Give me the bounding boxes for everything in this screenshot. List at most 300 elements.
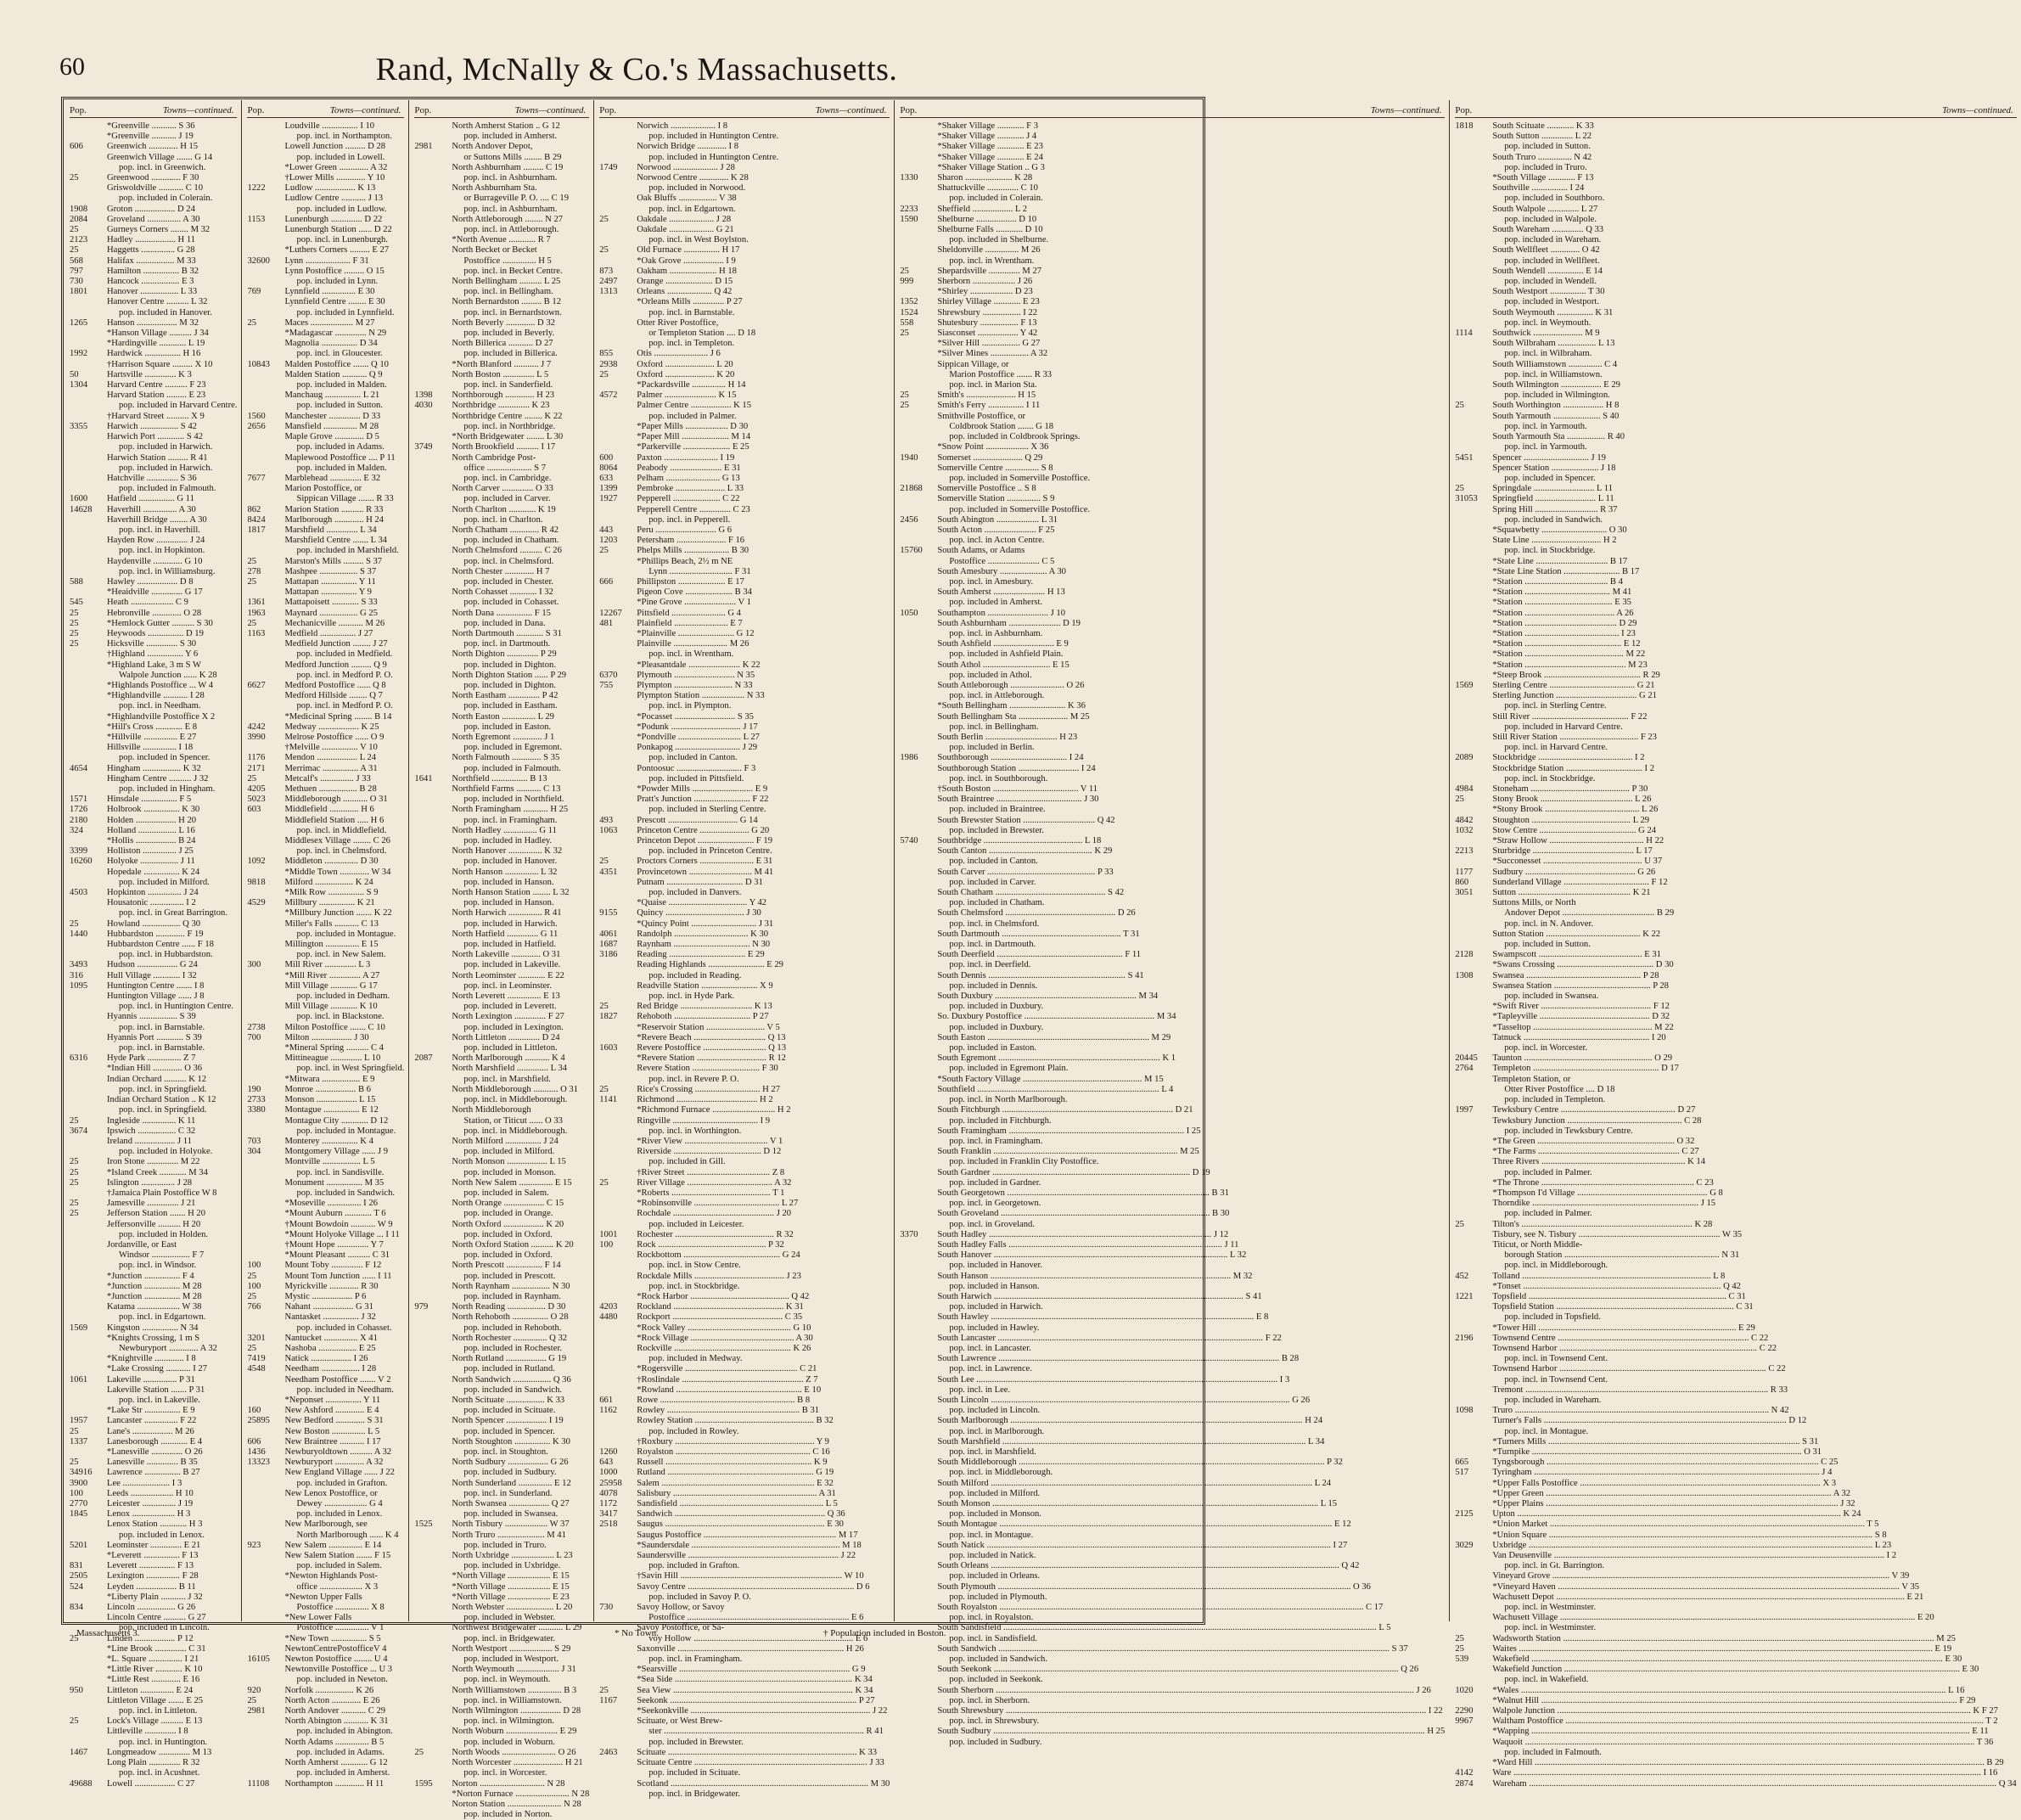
- list-item: [247, 1375, 404, 1385]
- population-value: 25: [247, 556, 257, 566]
- list-item: [414, 1541, 589, 1551]
- list-item: [70, 401, 237, 411]
- population-value: [599, 991, 637, 1002]
- population-value: [414, 1758, 452, 1768]
- population-value: [414, 484, 452, 494]
- town-entry: Tewksbury Junction ................................................... C 28: [1492, 1115, 1702, 1126]
- list-item: [70, 463, 237, 474]
- list-item: [414, 898, 589, 908]
- list-item: [414, 671, 589, 681]
- population-value: [70, 453, 107, 463]
- population-note: pop. incl. in New Salem.: [296, 950, 386, 960]
- list-item: [247, 1541, 404, 1551]
- list-item: [70, 380, 237, 390]
- population-value: [900, 888, 937, 898]
- population-value: 1398: [414, 390, 433, 401]
- town-entry: *North Village ................... E 23: [452, 1592, 570, 1602]
- town-entry: *Tasseltop ..................................................... M 22: [1492, 1022, 1674, 1032]
- population-note: pop. incl. in Ashburnham.: [949, 628, 1043, 638]
- population-value: [414, 1261, 452, 1271]
- list-item: [1455, 308, 2016, 318]
- population-note: pop. incl. in Barnstable.: [119, 1043, 205, 1053]
- town-entry: *Millbury Junction ....... K 22: [284, 908, 392, 918]
- town-entry: South Milford ............................................................................................................................................... L 24: [937, 1478, 1332, 1488]
- population-value: 7419: [247, 1354, 266, 1364]
- town-entry: Islington ............... J 28: [107, 1177, 193, 1188]
- town-entry: North Truro ..................... M 41: [452, 1530, 566, 1540]
- population-note: pop. included in Hanover.: [119, 307, 212, 317]
- list-item: [70, 173, 237, 183]
- population-note: pop. included in Carver.: [949, 877, 1036, 887]
- population-value: [247, 816, 284, 826]
- town-entry: *Pocasset ........................... S 35: [637, 711, 754, 722]
- list-item: [247, 557, 404, 567]
- population-value: [1455, 1354, 1492, 1364]
- population-note: pop. incl. in Yarmouth.: [1504, 421, 1587, 431]
- population-value: [414, 1696, 452, 1706]
- population-value: [247, 1758, 284, 1768]
- population-value: [599, 339, 637, 349]
- list-item: [247, 1499, 404, 1509]
- column-header: [1455, 104, 2016, 118]
- town-entry: Norfolk ................. K 26: [284, 1685, 374, 1695]
- list-item: [599, 1768, 890, 1778]
- list-item: [70, 1499, 237, 1509]
- list-item: [900, 1489, 1445, 1499]
- list-item: [599, 733, 890, 743]
- list-item: [1455, 1406, 2016, 1416]
- town-entry: South Easton ........................................................................ M 29: [937, 1032, 1171, 1042]
- population-value: [599, 432, 637, 442]
- population-note: Newburyport ............. A 32: [119, 1343, 217, 1353]
- list-item: [247, 515, 404, 525]
- population-note: pop. incl. in Littleton.: [119, 1706, 198, 1716]
- list-item: [247, 991, 404, 1002]
- town-entry: Nahant .................. G 31: [284, 1302, 373, 1312]
- population-value: [414, 660, 452, 671]
- list-item: [900, 205, 1445, 215]
- population-value: [1455, 1250, 1492, 1261]
- list-item: [1455, 1654, 2016, 1665]
- population-value: [599, 1354, 637, 1364]
- population-value: [1455, 660, 1492, 671]
- population-value: 100: [247, 1281, 261, 1291]
- town-entry: North Bernardston ......... B 12: [452, 297, 561, 307]
- population-value: 1330: [900, 173, 918, 183]
- population-note: pop. incl. in Stockbridge.: [648, 1281, 740, 1291]
- town-entry: Sharon ..................... K 28: [937, 173, 1033, 183]
- population-value: [414, 1168, 452, 1178]
- population-note: pop. included in Dana.: [463, 618, 546, 628]
- list-item: [1455, 567, 2016, 577]
- town-entry: Sudbury ................................................. G 26: [1492, 867, 1656, 877]
- population-value: [599, 764, 637, 774]
- population-value: 1818: [1455, 121, 1474, 131]
- list-item: [414, 805, 589, 815]
- population-value: [70, 1768, 107, 1778]
- town-entry: Shirley Village ............ E 23: [937, 297, 1040, 307]
- list-item: [599, 422, 890, 432]
- list-item: [247, 826, 404, 836]
- town-entry: *Lower Green ............. A 32: [284, 162, 388, 172]
- list-item: [599, 878, 890, 888]
- population-note: Windsor ................. F 7: [119, 1250, 205, 1261]
- list-item: [70, 256, 237, 267]
- list-item: [414, 1312, 589, 1323]
- list-item: [599, 1282, 890, 1292]
- population-value: 1222: [247, 183, 266, 194]
- list-item: [1455, 1582, 2016, 1592]
- town-entry: Sandwich ................................................................... Q 36: [637, 1509, 845, 1519]
- list-item: [900, 919, 1445, 930]
- town-entry: Lowell Junction ......... D 28: [284, 142, 386, 152]
- population-value: [900, 1292, 937, 1302]
- list-item: [247, 1592, 404, 1603]
- population-note: pop. incl. in Bridgewater.: [463, 1633, 556, 1643]
- town-entry: Longmeadow .............. M 13: [107, 1747, 212, 1757]
- population-value: [1455, 1137, 1492, 1147]
- town-entry: Maynard ................. G 25: [284, 608, 378, 618]
- town-entry: Marion Postoffice, or: [284, 484, 362, 494]
- population-value: 1020: [1455, 1685, 1474, 1695]
- list-item: [414, 1789, 589, 1800]
- population-value: [70, 1364, 107, 1374]
- town-entry: Hinsdale ................ F 5: [107, 795, 192, 805]
- population-value: [900, 1396, 937, 1406]
- population-value: [247, 1220, 284, 1230]
- population-value: [1455, 960, 1492, 970]
- list-item: [414, 132, 589, 142]
- population-value: [1455, 712, 1492, 722]
- population-value: [900, 816, 937, 826]
- list-item: [414, 474, 589, 484]
- town-entry: Salisbury ................................................................ A 31: [637, 1488, 836, 1498]
- population-value: [900, 235, 937, 245]
- list-item: [247, 215, 404, 225]
- population-value: [900, 536, 937, 546]
- list-item: [599, 1447, 890, 1458]
- town-entry: Indian Orchard .......... K 12: [107, 1074, 207, 1084]
- population-value: [900, 1571, 937, 1581]
- town-entry: South Dartmouth ..................................................... T 31: [937, 929, 1140, 939]
- population-note: pop. incl. in Stockbridge.: [1504, 546, 1596, 556]
- list-item: [1455, 1613, 2016, 1623]
- population-value: [1455, 1416, 1492, 1426]
- population-value: [1455, 1396, 1492, 1406]
- town-entry: *Mount Auburn ............ T 6: [284, 1209, 386, 1219]
- list-item: [599, 370, 890, 380]
- population-value: [599, 557, 637, 567]
- population-note: pop. included in Sutton.: [1504, 142, 1591, 152]
- population-value: [599, 1272, 637, 1282]
- list-item: [900, 142, 1445, 152]
- population-note: pop. included in Milford.: [949, 1488, 1041, 1498]
- town-entry: Natick .................. I 26: [284, 1354, 368, 1364]
- list-item: [247, 1012, 404, 1022]
- population-value: [599, 1613, 637, 1623]
- population-note: pop. incl. in Middleborough.: [463, 1126, 568, 1136]
- list-item: [599, 1779, 890, 1789]
- list-item: [1455, 1592, 2016, 1603]
- population-value: [900, 339, 937, 349]
- population-value: [414, 132, 452, 142]
- population-note: pop. included in Harwich.: [949, 1302, 1043, 1312]
- population-value: [1455, 1364, 1492, 1374]
- list-item: [414, 1240, 589, 1250]
- town-entry: South Sherborn .......................................................................................................................................................................................... J 26: [937, 1685, 1431, 1695]
- population-note: pop. included in Huntington Centre.: [648, 132, 779, 142]
- town-entry: North Monson .................. L 15: [452, 1157, 566, 1167]
- population-value: [1455, 1603, 1492, 1613]
- population-value: [900, 1468, 937, 1478]
- town-entry: North Rehoboth ................ O 28: [452, 1312, 569, 1323]
- population-note: pop. included in Harwich.: [119, 442, 213, 452]
- list-item: [1455, 1043, 2016, 1053]
- population-note: pop. incl. in Lunenburgh.: [296, 235, 388, 245]
- population-value: [900, 1033, 937, 1043]
- town-entry: Stoughton ............................................ L 29: [1492, 815, 1650, 825]
- list-item: [247, 318, 404, 329]
- town-entry: South Chatham ................................................. S 42: [937, 888, 1125, 898]
- town-entry: North Rochester ............... Q 32: [452, 1333, 568, 1343]
- list-item: [1455, 878, 2016, 888]
- list-item: [414, 267, 589, 277]
- town-entry: South Hanson ........................................................................................................... M 32: [937, 1271, 1253, 1281]
- town-entry: North Raynham ................. N 30: [452, 1281, 570, 1291]
- list-item: [599, 1519, 890, 1530]
- population-note: pop. included in Reading.: [648, 970, 742, 980]
- town-entry: Topsfield Station ............................................................................... C 31: [1492, 1302, 1754, 1312]
- list-item: [1455, 1623, 2016, 1633]
- town-entry: North Adams ............... B 5: [284, 1737, 385, 1747]
- list-item: [900, 1603, 1445, 1613]
- list-item: [70, 1220, 237, 1230]
- list-item: [1455, 349, 2016, 359]
- population-value: [70, 898, 107, 908]
- population-value: [1455, 1427, 1492, 1437]
- population-value: [1455, 536, 1492, 546]
- town-entry: Manchester .............. D 33: [284, 411, 381, 421]
- town-entry: Mill Village ............ K 10: [284, 1002, 378, 1012]
- town-entry: Littleton Village ....... E 25: [107, 1695, 204, 1705]
- list-item: [70, 878, 237, 888]
- town-entry: South Montague .................................................................................................................................................... E 12: [937, 1519, 1351, 1530]
- list-item: [70, 587, 237, 598]
- list-item: [70, 1406, 237, 1416]
- population-value: [1455, 318, 1492, 329]
- list-item: [70, 194, 237, 204]
- list-item: [900, 1230, 1445, 1240]
- list-item: [247, 1240, 404, 1250]
- town-entry: South Chelmsford ................................................. D 26: [937, 908, 1136, 918]
- town-entry: Tolland .................................................................................... L 8: [1492, 1271, 1726, 1281]
- town-entry: North Harwich ............... R 41: [452, 908, 562, 918]
- population-note: pop. included in Chatham.: [463, 536, 559, 546]
- list-item: [247, 1509, 404, 1519]
- population-note: pop. incl. in Greenwich.: [119, 162, 206, 172]
- town-entry: Wareham ................................................................................................................................................................................................................ Q 34: [1492, 1778, 2017, 1789]
- list-item: [414, 1665, 589, 1675]
- list-item: [247, 888, 404, 898]
- population-note: pop. incl. in Hyde Park.: [648, 991, 735, 1002]
- town-entry: Hebronville ............. O 28: [107, 608, 202, 618]
- population-note: pop. included in Savoy P. O.: [648, 1592, 751, 1602]
- population-value: [70, 671, 107, 681]
- population-value: [1455, 1168, 1492, 1178]
- list-item: [1455, 1364, 2016, 1374]
- population-value: [599, 795, 637, 805]
- list-item: [599, 1323, 890, 1334]
- list-item: [70, 442, 237, 452]
- population-value: 2125: [1455, 1509, 1474, 1519]
- population-note: pop. included in Coldbrook Springs.: [949, 432, 1081, 442]
- list-item: [247, 349, 404, 359]
- population-value: [70, 1292, 107, 1302]
- population-value: [414, 1531, 452, 1541]
- population-note: pop. incl. in Hubbardston.: [119, 950, 213, 960]
- population-value: [1455, 1085, 1492, 1095]
- town-entry: *Station ........................................... E 12: [1492, 639, 1641, 649]
- population-note: pop. included in Holden.: [119, 1229, 209, 1239]
- population-note: pop. included in Shelburne.: [949, 235, 1049, 245]
- population-value: 100: [599, 1239, 614, 1250]
- town-entry: South Carver ................................................ P 33: [937, 867, 1114, 877]
- town-entry: South Worthington .................. H 8: [1492, 401, 1620, 411]
- list-item: [1455, 1188, 2016, 1199]
- population-value: [1455, 360, 1492, 370]
- population-value: [1455, 308, 1492, 318]
- population-note: pop. incl. in Ashburnham.: [463, 173, 558, 183]
- town-entry: Spring Hill ............................ R 37: [1492, 504, 1618, 514]
- list-item: [599, 442, 890, 452]
- town-entry: *Wapping ................................................................................................................................................................................................... E 11: [1492, 1727, 1989, 1737]
- town-entry: Shrewsbury ................. I 22: [937, 307, 1038, 317]
- list-item: [1455, 287, 2016, 297]
- population-value: [900, 784, 937, 795]
- list-item: [900, 505, 1445, 515]
- list-item: [70, 1779, 237, 1789]
- list-item: [414, 908, 589, 918]
- list-item: [247, 422, 404, 432]
- population-note: pop. included in Westport.: [463, 1654, 559, 1665]
- list-item: [599, 1230, 890, 1240]
- town-entry: Mashpee ................. S 37: [284, 566, 377, 576]
- list-item: [247, 256, 404, 267]
- town-entry: *Shaker Village ............ E 23: [937, 142, 1043, 152]
- population-value: [247, 981, 284, 991]
- list-item: [70, 1209, 237, 1219]
- population-value: [414, 1489, 452, 1499]
- town-entry: Lunenburgh .............. D 22: [284, 214, 383, 224]
- list-item: [414, 1644, 589, 1654]
- population-value: [900, 764, 937, 774]
- town-entry: State Line ............................... H 2: [1492, 536, 1617, 546]
- population-value: [1455, 1592, 1492, 1603]
- town-entry: Southwick ...................... M 9: [1492, 329, 1600, 339]
- population-note: pop. included in Grafton.: [648, 1561, 740, 1571]
- list-item: [900, 121, 1445, 132]
- population-value: [900, 878, 937, 888]
- town-entry: Plainfield ........................ E 7: [637, 618, 743, 628]
- list-item: [599, 960, 890, 970]
- population-value: [1455, 1758, 1492, 1768]
- list-item: [70, 339, 237, 349]
- population-note: pop. included in Sutton.: [1504, 940, 1591, 950]
- list-item: [414, 173, 589, 183]
- population-value: [70, 681, 107, 691]
- population-value: 1313: [599, 287, 618, 297]
- list-item: [414, 1468, 589, 1478]
- population-value: [599, 898, 637, 908]
- town-entry: North Andover ........... C 29: [284, 1706, 386, 1716]
- list-item: [247, 297, 404, 307]
- town-entry: Middlefield ............. H 6: [284, 805, 374, 815]
- town-entry: North Dighton .............. P 29: [452, 649, 557, 660]
- list-item: [247, 1334, 404, 1344]
- list-item: [70, 1592, 237, 1603]
- towns-header: Towns—continued.: [514, 105, 587, 115]
- list-item: [70, 609, 237, 619]
- population-note: pop. incl. in Revere P. O.: [648, 1074, 739, 1084]
- list-item: [1455, 153, 2016, 163]
- list-item: [1455, 1758, 2016, 1768]
- list-item: [414, 1302, 589, 1312]
- list-item: [1455, 494, 2016, 504]
- list-item: [247, 774, 404, 784]
- list-item: [1455, 163, 2016, 173]
- list-item: [900, 950, 1445, 960]
- list-item: [70, 1023, 237, 1033]
- population-value: [70, 1023, 107, 1033]
- list-item: [247, 453, 404, 463]
- population-note: pop. incl. in Lee.: [949, 1385, 1011, 1395]
- town-entry: Maces ................... M 27: [284, 317, 375, 328]
- population-value: [414, 1116, 452, 1126]
- population-value: [247, 1748, 284, 1758]
- population-value: [900, 1323, 937, 1334]
- town-entry: Loudville ................ I 10: [284, 121, 375, 131]
- list-item: [599, 857, 890, 867]
- population-note: pop. included in Amherst.: [463, 132, 558, 142]
- list-item: [1455, 194, 2016, 204]
- population-note: pop. included in Prescott.: [463, 1271, 556, 1281]
- town-entry: Templeton Station, or: [1492, 1074, 1571, 1084]
- town-entry: *Milk Row ................ S 9: [284, 888, 379, 898]
- population-value: [599, 1375, 637, 1385]
- population-value: 834: [70, 1603, 83, 1613]
- town-entry: *Quincy Point ............................. J 31: [637, 918, 774, 929]
- population-value: [70, 1064, 107, 1074]
- list-item: [70, 577, 237, 587]
- population-note: pop. included in Milford.: [463, 1147, 555, 1157]
- population-value: 1399: [599, 484, 618, 494]
- list-item: [1455, 888, 2016, 898]
- town-entry: Lincoln Centre .......... G 27: [107, 1613, 206, 1623]
- population-value: [414, 360, 452, 370]
- list-item: [414, 857, 589, 867]
- population-value: [414, 1468, 452, 1478]
- population-value: [70, 1302, 107, 1312]
- town-entry: *North Village ................... E 15: [452, 1571, 570, 1581]
- population-value: [414, 349, 452, 359]
- population-note: pop. included in Wellfleet.: [1504, 256, 1600, 266]
- list-item: [247, 380, 404, 390]
- list-item: [414, 919, 589, 930]
- population-value: [1455, 205, 1492, 215]
- column-3: [409, 100, 594, 1820]
- town-entry: *Station ......................................... D 29: [1492, 618, 1637, 628]
- town-entry: *Shaker Village ............ E 24: [937, 152, 1043, 162]
